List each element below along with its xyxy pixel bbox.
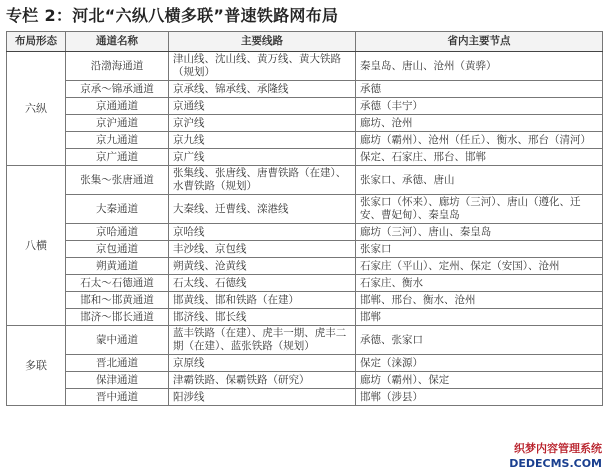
main-lines-cell: 朔黄线、沧黄线 <box>169 258 356 275</box>
main-lines-cell: 京原线 <box>169 355 356 372</box>
nodes-cell: 邯郸 <box>356 309 603 326</box>
nodes-cell: 石家庄、衡水 <box>356 275 603 292</box>
main-lines-cell: 京沪线 <box>169 115 356 132</box>
nodes-cell: 秦皇岛、唐山、沧州（黄骅） <box>356 52 603 81</box>
channel-name-cell: 京包通道 <box>66 241 169 258</box>
nodes-cell: 廊坊（霸州）、保定 <box>356 372 603 389</box>
table-row <box>7 258 603 275</box>
layout-category-cell: 多联 <box>7 326 66 406</box>
channel-name-cell: 京承～锦承通道 <box>66 81 169 98</box>
layout-category-cell: 六纵 <box>7 52 66 166</box>
main-lines-cell: 蓝丰铁路（在建）、虎丰一期、虎丰二期（在建）、蓝张铁路（规划） <box>169 326 356 355</box>
main-lines-cell: 丰沙线、京包线 <box>169 241 356 258</box>
table-row <box>7 372 603 389</box>
channel-name-cell: 大秦通道 <box>66 195 169 224</box>
channel-name-cell: 京广通道 <box>66 149 169 166</box>
channel-name-cell: 京沪通道 <box>66 115 169 132</box>
nodes-cell: 邯郸（涉县） <box>356 389 603 406</box>
nodes-cell: 承德 <box>356 81 603 98</box>
table-row <box>7 309 603 326</box>
channel-name-cell: 保津通道 <box>66 372 169 389</box>
table-row <box>7 275 603 292</box>
main-lines-cell: 阳涉线 <box>169 389 356 406</box>
watermark-en: DEDECMS.COM <box>509 457 602 470</box>
nodes-cell: 保定、石家庄、邢台、邯郸 <box>356 149 603 166</box>
nodes-cell: 承德、张家口 <box>356 326 603 355</box>
table-row <box>7 132 603 149</box>
watermark-cn: 织梦内容管理系统 <box>514 442 602 455</box>
channel-name-cell: 京通通道 <box>66 98 169 115</box>
table-row <box>7 224 603 241</box>
table-body <box>7 52 603 406</box>
main-lines-cell: 京九线 <box>169 132 356 149</box>
main-lines-cell: 石太线、石德线 <box>169 275 356 292</box>
main-lines-cell: 津山线、沈山线、黄万线、黄大铁路（规划） <box>169 52 356 81</box>
main-lines-cell: 京广线 <box>169 149 356 166</box>
nodes-cell: 廊坊（三河）、唐山、秦皇岛 <box>356 224 603 241</box>
nodes-cell: 张家口、承德、唐山 <box>356 166 603 195</box>
table-row <box>7 98 603 115</box>
table-row <box>7 326 603 355</box>
nodes-cell: 邯郸、邢台、衡水、沧州 <box>356 292 603 309</box>
header-layout: 布局形态 <box>7 32 66 52</box>
table-row <box>7 241 603 258</box>
table-row <box>7 195 603 224</box>
main-lines-cell: 邯济线、邯长线 <box>169 309 356 326</box>
layout-category-cell: 八横 <box>7 166 66 326</box>
channel-name-cell: 京九通道 <box>66 132 169 149</box>
channel-name-cell: 京哈通道 <box>66 224 169 241</box>
table-row <box>7 389 603 406</box>
channel-name-cell: 张集～张唐通道 <box>66 166 169 195</box>
nodes-cell: 保定（涞源） <box>356 355 603 372</box>
railway-table <box>6 31 603 406</box>
table-row <box>7 115 603 132</box>
main-lines-cell: 张集线、张唐线、唐曹铁路（在建）、水曹铁路（规划） <box>169 166 356 195</box>
channel-name-cell: 蒙中通道 <box>66 326 169 355</box>
watermark <box>507 440 604 470</box>
channel-name-cell: 石太～石德通道 <box>66 275 169 292</box>
table-header <box>7 32 603 52</box>
channel-name-cell: 晋中通道 <box>66 389 169 406</box>
main-lines-cell: 大秦线、迁曹线、滦港线 <box>169 195 356 224</box>
main-lines-cell: 京通线 <box>169 98 356 115</box>
table-row <box>7 149 603 166</box>
main-lines-cell: 津霸铁路、保霸铁路（研究） <box>169 372 356 389</box>
railway-table-wrapper <box>6 31 602 406</box>
main-lines-cell: 京承线、锦承线、承隆线 <box>169 81 356 98</box>
channel-name-cell: 邯和～邯黄通道 <box>66 292 169 309</box>
nodes-cell: 张家口 <box>356 241 603 258</box>
table-row <box>7 292 603 309</box>
channel-name-cell: 沿渤海通道 <box>66 52 169 81</box>
nodes-cell: 石家庄（平山）、定州、保定（安国）、沧州 <box>356 258 603 275</box>
table-row <box>7 355 603 372</box>
nodes-cell: 廊坊（霸州）、沧州（任丘）、衡水、邢台（清河） <box>356 132 603 149</box>
table-row <box>7 81 603 98</box>
page-title: 专栏 2：河北“六纵八横多联”普速铁路网布局 <box>6 6 339 25</box>
channel-name-cell: 晋北通道 <box>66 355 169 372</box>
nodes-cell: 张家口（怀来）、廊坊（三河）、唐山（遵化、迁安、曹妃甸）、秦皇岛 <box>356 195 603 224</box>
header-nodes: 省内主要节点 <box>356 32 603 52</box>
table-row <box>7 166 603 195</box>
channel-name-cell: 朔黄通道 <box>66 258 169 275</box>
header-channel: 通道名称 <box>66 32 169 52</box>
channel-name-cell: 邯济～邯长通道 <box>66 309 169 326</box>
main-lines-cell: 邯黄线、邯和铁路（在建） <box>169 292 356 309</box>
nodes-cell: 廊坊、沧州 <box>356 115 603 132</box>
header-lines: 主要线路 <box>169 32 356 52</box>
nodes-cell: 承德（丰宁） <box>356 98 603 115</box>
main-lines-cell: 京哈线 <box>169 224 356 241</box>
table-row <box>7 52 603 81</box>
header-row <box>7 32 603 52</box>
